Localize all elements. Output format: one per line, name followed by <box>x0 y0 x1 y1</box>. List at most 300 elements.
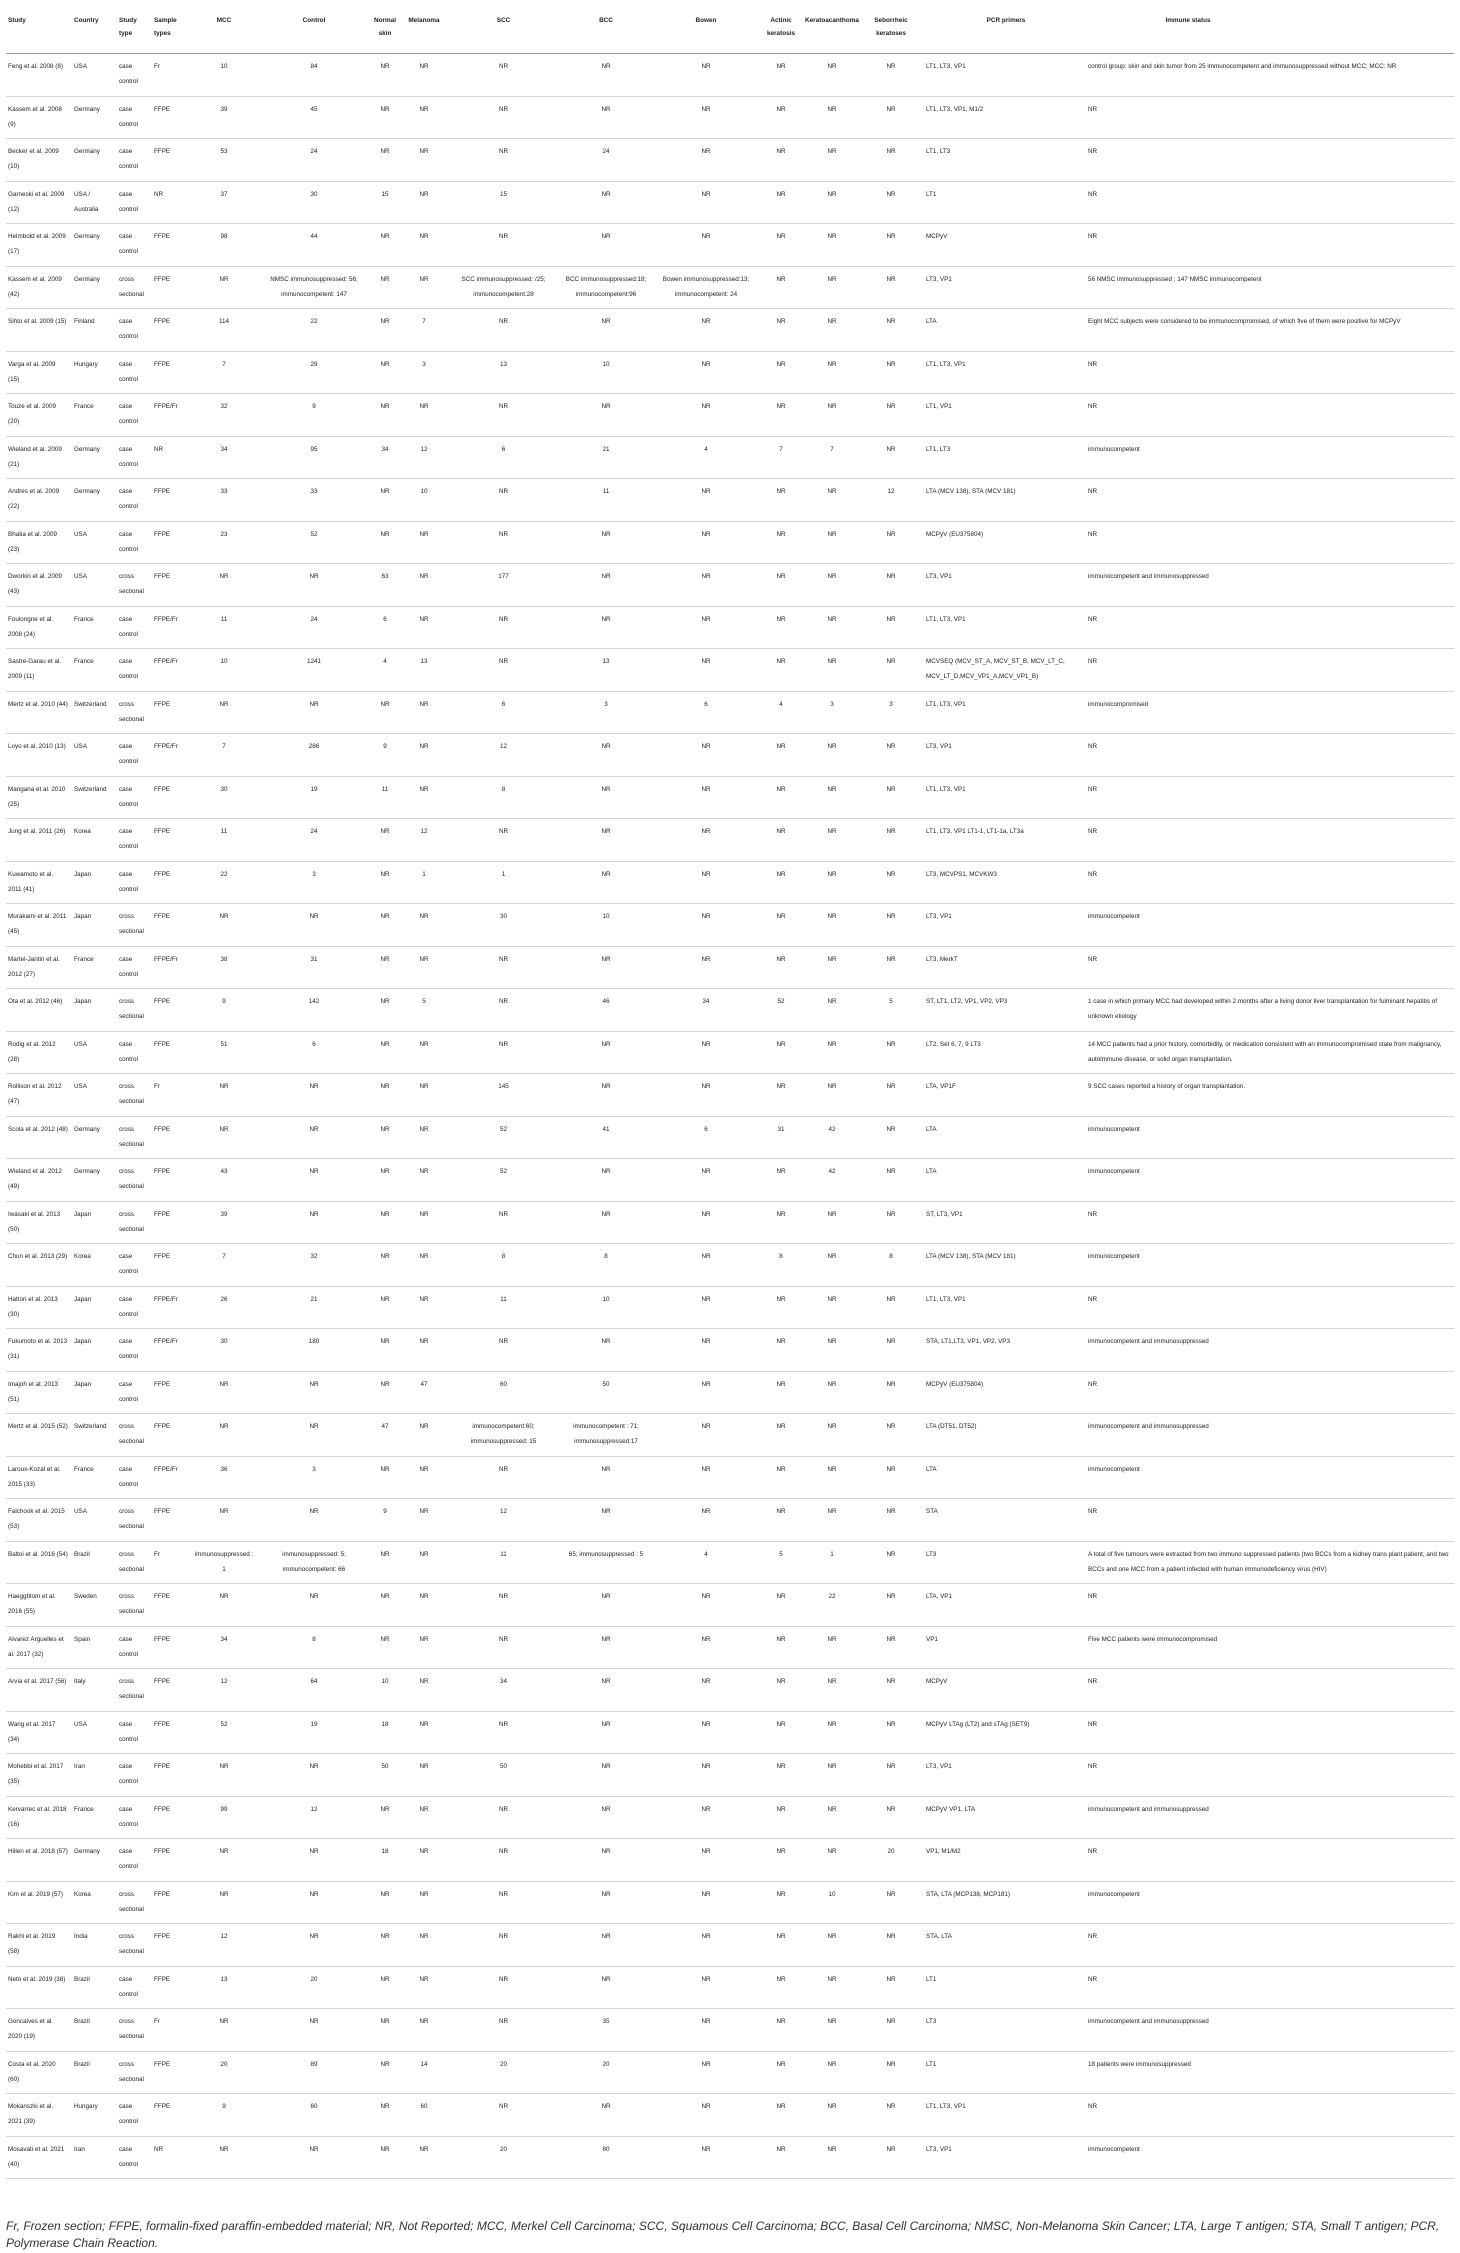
cell-study-type: case control <box>119 403 138 425</box>
cell-pcr-primers: LT3, MerkT <box>926 955 958 963</box>
cell-study: Mohebbi et al. 2017 (35) <box>8 1763 64 1785</box>
cell-study: Mangana et al. 2010 (25) <box>8 785 66 808</box>
cell-immune-status: A total of five tumours were extracted from two immuno suppressed patients (two BCCs from a kidney trans plant patient, and two BCCs and one MCC from a patient infected with human immunodeficiency virus (HIV) <box>1088 1550 1449 1573</box>
cell-bcc: 80 <box>602 2145 610 2153</box>
cell-mcc: 20 <box>220 2060 228 2068</box>
cell-study-type: case control <box>119 1805 138 1828</box>
cell-seborrheic-keratoses: NR <box>886 2103 896 2110</box>
cell-keratoacanthoma: NR <box>827 1423 837 1430</box>
cell-mcc: 33 <box>220 488 228 495</box>
cell-seborrheic-keratoses: 3 <box>889 700 893 708</box>
cell-bcc: 35 <box>602 2018 610 2025</box>
cell-keratoacanthoma: NR <box>827 488 837 495</box>
cell-keratoacanthoma: NR <box>827 2145 837 2153</box>
cell-bcc: NR <box>601 615 611 623</box>
cell-immune-status: immunocompetent <box>1088 1125 1140 1133</box>
cell-bowen: NR <box>701 743 711 750</box>
cell-keratoacanthoma: NR <box>827 63 837 70</box>
cell-study-type: cross sectional <box>119 1168 144 1190</box>
table-row <box>6 1329 1454 1372</box>
cell-study-type: case control <box>119 1338 138 1360</box>
cell-pcr-primers: LT1 <box>926 190 937 198</box>
cell-bcc: NR <box>601 2103 611 2110</box>
cell-scc: NR <box>498 2103 509 2110</box>
cell-melanoma: NR <box>419 1508 429 1515</box>
cell-bowen: NR <box>701 2103 711 2110</box>
cell-melanoma: NR <box>419 1465 429 1473</box>
cell-normal-skin: 10 <box>381 1678 389 1685</box>
cell-study: Hattori et al. 2013 (30) <box>8 1295 58 1318</box>
cell-pcr-primers: STA, LTA <box>926 1933 952 1940</box>
cell-mcc: NR <box>219 1593 229 1600</box>
cell-study-type: cross sectional <box>119 1678 144 1700</box>
cell-keratoacanthoma: NR <box>827 105 837 113</box>
cell-seborrheic-keratoses: NR <box>886 658 896 665</box>
cell-seborrheic-keratoses: 8 <box>889 1253 893 1260</box>
cell-melanoma: NR <box>419 1125 429 1133</box>
cell-pcr-primers: STA, LTA (MCP138, MCP181) <box>926 1890 1010 1898</box>
cell-study-type: cross sectional <box>119 1890 144 1913</box>
cell-bowen: NR <box>701 1720 711 1728</box>
cell-pcr-primers: LT1, LT3, VP1 <box>926 785 966 793</box>
cell-actinic-keratosis: NR <box>776 403 786 410</box>
col-header-actinic-keratosis: Actinic keratosis <box>766 17 796 37</box>
cell-pcr-primers: LTA <box>926 318 937 325</box>
table-row <box>6 1202 1454 1245</box>
cell-pcr-primers: MCPyV (EU375804) <box>926 1380 984 1388</box>
cell-keratoacanthoma: NR <box>827 360 837 368</box>
cell-immune-status: NR <box>1088 530 1098 538</box>
cell-keratoacanthoma: NR <box>827 275 837 283</box>
cell-bowen: NR <box>701 1678 711 1685</box>
cell-study-type: case control <box>119 148 138 170</box>
cell-bowen: NR <box>701 63 711 70</box>
cell-mcc: NR <box>219 1848 229 1855</box>
cell-study: Andres et al. 2009 (22) <box>8 488 60 510</box>
cell-study-type: case control <box>119 1465 138 1488</box>
cell-country: Germany <box>74 488 100 495</box>
cell-normal-skin: NR <box>380 1338 390 1345</box>
table-row <box>6 1712 1454 1755</box>
cell-control: 142 <box>308 998 320 1005</box>
cell-immune-status: immunocompetent <box>1088 913 1140 920</box>
cell-melanoma: NR <box>419 615 429 623</box>
cell-normal-skin: 4 <box>383 658 387 665</box>
cell-actinic-keratosis: NR <box>776 318 786 325</box>
cell-keratoacanthoma: NR <box>827 530 837 538</box>
cell-sample-types: FFPE <box>154 1933 171 1940</box>
cell-melanoma: NR <box>419 955 429 963</box>
cell-sample-types: FFPE <box>154 1210 171 1218</box>
cell-keratoacanthoma: NR <box>827 1635 837 1643</box>
cell-normal-skin: NR <box>380 1168 390 1175</box>
cell-seborrheic-keratoses: NR <box>886 1763 896 1770</box>
cell-study-type: cross sectional <box>119 1423 144 1445</box>
cell-melanoma: 12 <box>420 828 428 835</box>
cell-sample-types: FFPE <box>154 1168 171 1175</box>
cell-study: Neto et al. 2019 (38) <box>8 1975 66 1983</box>
cell-bcc: 50 <box>602 1380 610 1388</box>
cell-normal-skin: NR <box>380 105 390 113</box>
cell-study-type: cross sectional <box>119 573 144 595</box>
cell-immune-status: 18 patients were immunosuppressed <box>1088 2060 1191 2068</box>
cell-bcc: 10 <box>602 1295 610 1303</box>
cell-pcr-primers: LT1, LT3, VP1 <box>926 360 966 368</box>
cell-bowen: NR <box>701 2018 711 2025</box>
cell-normal-skin: NR <box>380 233 390 240</box>
cell-melanoma: NR <box>419 148 429 155</box>
cell-study-type: cross sectional <box>119 275 144 298</box>
cell-mcc: 7 <box>222 1253 226 1260</box>
cell-pcr-primers: LT2, Set 6, 7, 9 LT3 <box>926 1040 981 1048</box>
table-row <box>6 819 1454 862</box>
cell-actinic-keratosis: NR <box>776 1890 786 1898</box>
cell-bowen: NR <box>701 2145 711 2153</box>
cell-actinic-keratosis: NR <box>776 530 786 538</box>
col-header-study: Study <box>8 17 26 24</box>
cell-country: Japan <box>74 1380 92 1388</box>
cell-keratoacanthoma: 22 <box>828 1593 836 1600</box>
cell-country: Japan <box>74 870 92 878</box>
cell-country: Korea <box>74 1253 91 1260</box>
cell-pcr-primers: LT1, LT3 <box>926 445 951 453</box>
cell-control: 3 <box>312 1465 316 1473</box>
cell-study-type: case control <box>119 105 138 128</box>
cell-scc: 8 <box>501 1253 506 1260</box>
cell-study-type: case control <box>119 1975 138 1998</box>
cell-country: Germany <box>74 105 100 113</box>
cell-seborrheic-keratoses: NR <box>886 1083 896 1090</box>
cell-sample-types: Fr <box>154 1550 160 1558</box>
cell-melanoma: NR <box>419 1593 429 1600</box>
cell-bowen: 4 <box>704 445 708 453</box>
cell-mcc: 36 <box>220 1465 228 1473</box>
cell-country: Korea <box>74 828 91 835</box>
cell-keratoacanthoma: NR <box>827 403 837 410</box>
cell-melanoma: 60 <box>420 2103 428 2110</box>
cell-melanoma: NR <box>419 2018 429 2025</box>
cell-sample-types: FFPE <box>154 105 171 113</box>
cell-actinic-keratosis: NR <box>776 360 786 368</box>
cell-actinic-keratosis: NR <box>776 870 786 878</box>
table-row <box>6 1924 1454 1967</box>
cell-scc: 6 <box>501 445 506 453</box>
cell-bcc: 13 <box>602 658 610 665</box>
cell-study: Sihto et al. 2009 (15) <box>8 318 67 325</box>
cell-scc: NR <box>498 2018 509 2025</box>
cell-melanoma: NR <box>419 913 429 920</box>
cell-seborrheic-keratoses: NR <box>886 2145 896 2153</box>
table-header <box>6 14 1454 54</box>
col-header-bcc: BCC <box>599 17 613 24</box>
table-row <box>6 1244 1454 1287</box>
cell-sample-types: NR <box>154 2145 164 2153</box>
cell-actinic-keratosis: NR <box>776 1295 786 1303</box>
cell-study-type: case control <box>119 1635 138 1658</box>
cell-normal-skin: NR <box>380 828 390 835</box>
cell-seborrheic-keratoses: NR <box>886 148 896 155</box>
col-header-control: Control <box>302 17 326 24</box>
cell-bcc: 11 <box>602 488 610 495</box>
cell-melanoma: NR <box>419 233 429 240</box>
cell-pcr-primers: STA <box>926 1508 938 1515</box>
cell-normal-skin: 47 <box>381 1423 389 1430</box>
cell-country: Korea <box>74 1890 91 1898</box>
cell-pcr-primers: LT3, VP1 <box>926 275 952 283</box>
cell-scc: 11 <box>500 1550 507 1558</box>
cell-country: USA <box>74 530 87 538</box>
cell-study-type: case control <box>119 615 138 638</box>
cell-bcc: NR <box>601 1465 611 1473</box>
cell-control: 24 <box>310 828 318 835</box>
cell-scc: 12 <box>499 1508 507 1515</box>
cell-pcr-primers: LT1 <box>926 1975 937 1983</box>
cell-pcr-primers: MCPyV <box>926 233 948 240</box>
cell-mcc: NR <box>219 700 229 708</box>
cell-keratoacanthoma: NR <box>827 1508 837 1515</box>
cell-scc: NR <box>498 63 509 70</box>
cell-melanoma: 5 <box>422 998 426 1005</box>
col-header-scc: SCC <box>496 17 511 24</box>
table-row <box>6 1839 1454 1882</box>
cell-bcc: NR <box>601 403 611 410</box>
cell-sample-types: FFPE <box>154 1848 171 1855</box>
cell-seborrheic-keratoses: NR <box>886 1380 896 1388</box>
cell-seborrheic-keratoses: NR <box>886 615 896 623</box>
cell-bowen: NR <box>701 1338 711 1345</box>
cell-control: NMSC immunosuppressed: 56; immunocompetent: 147 <box>270 275 358 298</box>
cell-immune-status: NR <box>1088 1848 1098 1855</box>
cell-control: 21 <box>310 1295 318 1303</box>
cell-normal-skin: NR <box>380 275 390 283</box>
cell-control: NR <box>309 913 319 920</box>
cell-keratoacanthoma: 1 <box>830 1550 834 1558</box>
cell-mcc: NR <box>219 1125 229 1133</box>
cell-seborrheic-keratoses: NR <box>886 275 896 283</box>
cell-actinic-keratosis: NR <box>776 658 786 665</box>
cell-melanoma: NR <box>419 63 429 70</box>
cell-sample-types: Fr <box>154 63 160 70</box>
cell-control: 52 <box>310 530 318 538</box>
cell-bowen: NR <box>701 1253 711 1260</box>
cell-normal-skin: NR <box>380 1635 390 1643</box>
cell-pcr-primers: LT3 <box>926 1550 937 1558</box>
cell-scc: NR <box>498 1848 509 1855</box>
cell-pcr-primers: LTA <box>926 1125 937 1133</box>
cell-bcc: 41 <box>602 1125 610 1133</box>
cell-control: immunosuppressed: 5; immunocompetent: 66 <box>282 1550 346 1573</box>
cell-bcc: immunocompetent : 71; immunosuppressed:17 <box>573 1423 639 1445</box>
cell-mcc: NR <box>219 573 229 580</box>
cell-control: 33 <box>310 488 318 495</box>
cell-immune-status: 1 case in which primary MCC had developed within 2 months after a living donor liver transplantation for fulminant hepatitis of unknown etiology <box>1088 998 1437 1020</box>
cell-bcc: NR <box>601 1933 611 1940</box>
cell-study: Mertz et al. 2010 (44) <box>8 700 68 708</box>
cell-pcr-primers: VP1 <box>926 1635 938 1643</box>
cell-mcc: 34 <box>220 445 228 453</box>
cell-normal-skin: NR <box>380 1890 390 1898</box>
cell-control: 31 <box>310 955 318 963</box>
cell-study-type: case control <box>119 2145 138 2168</box>
table-row <box>6 54 1454 97</box>
cell-study: Mertz et al. 2015 (52) <box>8 1423 68 1430</box>
cell-country: Germany <box>74 148 100 155</box>
cell-mcc: 39 <box>220 105 228 113</box>
cell-study: Hillen et al. 2018 (57) <box>8 1848 68 1855</box>
cell-immune-status: NR <box>1088 955 1098 963</box>
cell-study: Becker et al. 2009 (10) <box>8 148 59 170</box>
cell-actinic-keratosis: NR <box>776 1678 786 1685</box>
cell-normal-skin: NR <box>380 998 390 1005</box>
cell-keratoacanthoma: 3 <box>830 700 834 708</box>
cell-control: 95 <box>310 445 318 453</box>
cell-pcr-primers: LT1 <box>926 2060 937 2068</box>
cell-scc: 11 <box>500 1295 507 1303</box>
cell-actinic-keratosis: NR <box>776 1508 786 1515</box>
cell-immune-status: NR <box>1088 615 1098 623</box>
cell-study: Kassem et al. 2009 (42) <box>8 275 62 298</box>
cell-immune-status: NR <box>1088 828 1098 835</box>
cell-melanoma: NR <box>419 1253 429 1260</box>
cell-study-type: case control <box>119 190 138 213</box>
table-row <box>6 1584 1454 1627</box>
cell-sample-types: FFPE/Fr <box>154 1295 178 1303</box>
cell-control: 19 <box>310 1720 318 1728</box>
cell-study-type: case control <box>119 63 138 85</box>
cell-control: NR <box>309 1168 319 1175</box>
cell-immune-status: immunocompetent <box>1088 1890 1140 1898</box>
cell-mcc: NR <box>219 1508 229 1515</box>
cell-mcc: 10 <box>220 658 228 665</box>
cell-melanoma: NR <box>419 1210 429 1218</box>
cell-melanoma: 10 <box>420 488 428 495</box>
cell-pcr-primers: LT3 <box>926 2018 937 2025</box>
cell-scc: NR <box>498 1933 509 1940</box>
cell-scc: 6 <box>501 700 506 708</box>
cell-bcc: NR <box>601 1338 611 1345</box>
table-row <box>6 224 1454 267</box>
cell-keratoacanthoma: NR <box>827 1678 837 1685</box>
cell-study: Kuwamoto et al. 2011 (41) <box>8 870 54 893</box>
cell-pcr-primers: LT1, LT3, VP1 <box>926 1295 966 1303</box>
cell-normal-skin: 9 <box>383 743 387 750</box>
cell-scc: immunocompetent:60; immunosuppressed: 15 <box>470 1423 537 1445</box>
cell-actinic-keratosis: NR <box>776 1975 786 1983</box>
cell-study-type: case control <box>119 1040 138 1063</box>
cell-actinic-keratosis: NR <box>776 1720 786 1728</box>
cell-immune-status: NR <box>1088 1678 1098 1685</box>
cell-immune-status: immunocompetent and immunosuppressed <box>1088 1423 1209 1430</box>
cell-country: Japan <box>74 1210 92 1218</box>
cell-study-type: case control <box>119 1380 138 1403</box>
cell-scc: NR <box>498 1040 509 1048</box>
cell-control: NR <box>309 1125 319 1133</box>
cell-pcr-primers: LT3, VP1 <box>926 1763 952 1770</box>
cell-study-type: case control <box>119 955 138 978</box>
cell-pcr-primers: MCPyV <box>926 1678 948 1685</box>
cell-country: France <box>74 1805 94 1813</box>
cell-study-type: case control <box>119 828 138 850</box>
cell-study-type: case control <box>119 2103 138 2125</box>
cell-melanoma: NR <box>419 190 429 198</box>
cell-sample-types: FFPE <box>154 360 171 368</box>
cell-bowen: 6 <box>704 700 708 708</box>
cell-mcc: 30 <box>220 785 228 793</box>
cell-bowen: NR <box>701 105 711 113</box>
cell-melanoma: NR <box>419 403 429 410</box>
cell-seborrheic-keratoses: NR <box>886 743 896 750</box>
cell-pcr-primers: STA, LT1,LT3, VP1, VP2, VP3 <box>926 1338 1010 1345</box>
cell-seborrheic-keratoses: NR <box>886 1125 896 1133</box>
cell-keratoacanthoma: NR <box>827 2103 837 2110</box>
cell-country: USA <box>74 743 87 750</box>
cell-immune-status: NR <box>1088 360 1098 368</box>
cell-actinic-keratosis: NR <box>776 233 786 240</box>
cell-pcr-primers: LT1, LT3, VP1 <box>926 615 966 623</box>
cell-sample-types: FFPE <box>154 318 171 325</box>
cell-bcc: NR <box>601 828 611 835</box>
cell-mcc: 23 <box>220 530 228 538</box>
cell-bowen: NR <box>701 1805 711 1813</box>
cell-bcc: NR <box>601 1975 611 1983</box>
cell-bowen: NR <box>701 1465 711 1473</box>
cell-keratoacanthoma: NR <box>827 573 837 580</box>
cell-seborrheic-keratoses: 5 <box>889 998 893 1005</box>
cell-country: Italy <box>74 1678 86 1685</box>
cell-sample-types: FFPE <box>154 1720 171 1728</box>
cell-study: Feng et al. 2008 (8) <box>8 63 63 70</box>
cell-study: Baltoi et al. 2016 (54) <box>8 1550 68 1558</box>
cell-sample-types: FFPE/Fr <box>154 743 178 750</box>
cell-mcc: 11 <box>220 615 228 623</box>
cell-scc: NR <box>498 530 509 538</box>
cell-seborrheic-keratoses: NR <box>886 1635 896 1643</box>
cell-immune-status: 9 SCC cases reported a history of organ transplantation. <box>1088 1083 1246 1090</box>
cell-sample-types: FFPE <box>154 1253 171 1260</box>
cell-normal-skin: 18 <box>381 1720 389 1728</box>
cell-immune-status: immunocompetent and immunosuppressed <box>1088 573 1209 580</box>
cell-study-type: case control <box>119 1763 138 1785</box>
cell-seborrheic-keratoses: NR <box>886 1295 896 1303</box>
cell-normal-skin: 63 <box>381 573 389 580</box>
cell-bcc: 65; immunosuppressed : 5 <box>568 1550 644 1558</box>
cell-study-type: cross sectional <box>119 700 144 723</box>
cell-seborrheic-keratoses: NR <box>886 318 896 325</box>
cell-normal-skin: NR <box>380 913 390 920</box>
cell-scc: NR <box>498 148 509 155</box>
cell-melanoma: NR <box>419 785 429 793</box>
table-row <box>6 777 1454 820</box>
cell-study: Costa et al. 2020 (60) <box>8 2060 56 2083</box>
cell-study: Rollison et al. 2012 (47) <box>8 1083 62 1105</box>
cell-country: Germany <box>74 1125 100 1133</box>
cell-seborrheic-keratoses: NR <box>886 573 896 580</box>
cell-mcc: 38 <box>220 955 228 963</box>
cell-seborrheic-keratoses: NR <box>886 1465 896 1473</box>
cell-bowen: NR <box>701 1083 711 1090</box>
cell-country: Germany <box>74 1848 100 1855</box>
cell-pcr-primers: LT3, VP1 <box>926 2145 952 2153</box>
cell-actinic-keratosis: NR <box>776 2103 786 2110</box>
cell-immune-status: Eight MCC subjects were considered to be immunocompromised, of which five of them were positive for MCPyV <box>1088 318 1401 325</box>
cell-pcr-primers: MCPyV VP1, LTA <box>926 1805 976 1813</box>
cell-immune-status: NR <box>1088 1380 1098 1388</box>
cell-normal-skin: NR <box>380 1210 390 1218</box>
table-row <box>6 1797 1454 1840</box>
cell-sample-types: FFPE <box>154 1040 171 1048</box>
cell-melanoma: NR <box>419 1975 429 1983</box>
cell-study-type: case control <box>119 318 138 340</box>
